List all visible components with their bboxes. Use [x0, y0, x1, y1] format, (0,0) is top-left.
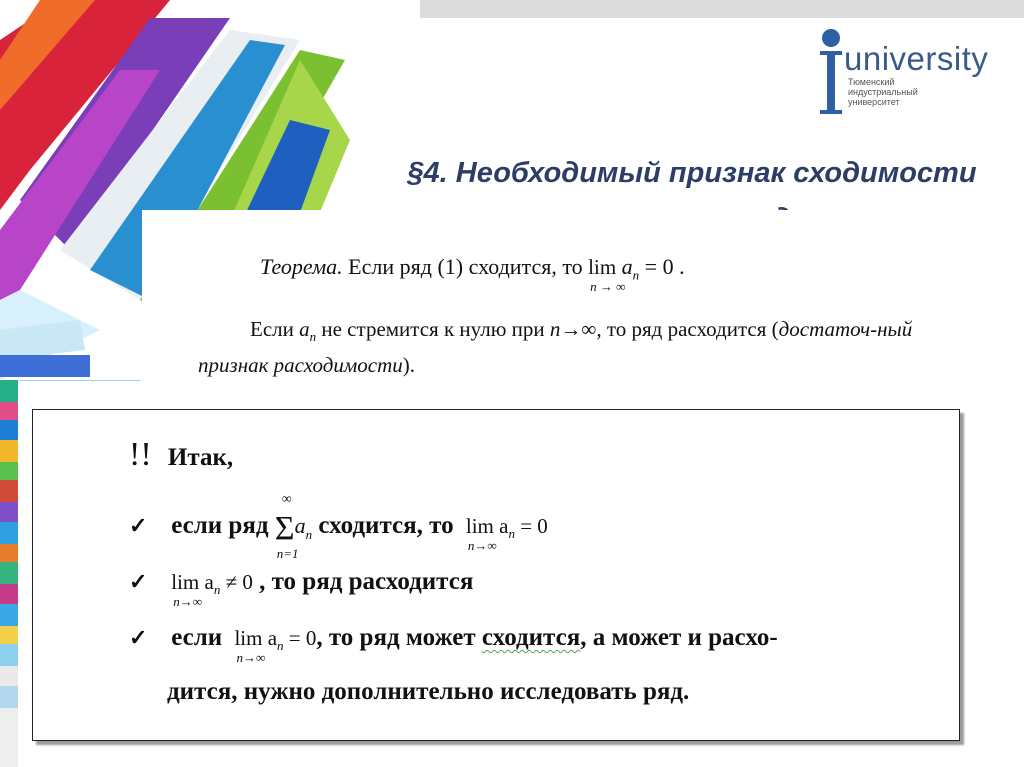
formula-n: n — [632, 267, 640, 283]
limit-n: n — [213, 582, 221, 598]
theorem-text: Если ряд (1) сходится, то — [348, 254, 583, 279]
item3-text: если — [171, 624, 223, 651]
theorem-limit — [588, 255, 626, 294]
exclamation-marks: !! — [129, 436, 152, 473]
intro-word: Итак, — [167, 444, 234, 471]
limit-symbol: lim a — [171, 570, 214, 594]
para-n: n — [549, 317, 561, 341]
limit-eq: = 0 — [283, 626, 317, 650]
formula-tail: = 0 . — [644, 254, 685, 279]
sum-n: n — [305, 527, 313, 542]
limit-subscript: n→∞ — [467, 538, 497, 553]
theorem-label: Теорема. — [260, 254, 343, 279]
sum-upper: ∞ — [281, 492, 292, 507]
formula-a: a — [621, 254, 633, 279]
check-icon: ✓ — [129, 625, 148, 650]
item1-limit — [465, 514, 548, 553]
check-icon: ✓ — [129, 513, 148, 538]
theorem-block — [142, 210, 970, 385]
theorem-line — [260, 254, 685, 294]
item3-text-b: , то ряд может — [316, 624, 482, 651]
title-line-1: §4. Необходимый признак сходимости — [407, 157, 977, 189]
limit-subscript: n → ∞ — [590, 279, 626, 294]
summary-item-3 — [129, 624, 778, 665]
sum-a: a — [294, 513, 306, 538]
limit-symbol: lim — [588, 255, 617, 279]
limit-eq: = 0 — [514, 514, 548, 538]
item2-text: , то ряд расходится — [259, 568, 474, 595]
limit-n: n — [277, 638, 284, 654]
para-a: a — [299, 317, 310, 341]
item1-text: если ряд — [171, 512, 269, 539]
limit-n: n — [508, 526, 515, 542]
logo-subtitle: Тюменский индустриальный университет — [848, 77, 918, 107]
para-text: Если — [250, 317, 300, 341]
summary-item-3-cont — [167, 678, 689, 706]
para-n: n — [309, 329, 317, 345]
summary-item-2 — [129, 568, 474, 609]
sum-symbol: Σ ∞ n=1 — [274, 492, 299, 561]
limit-subscript: n→∞ — [236, 650, 266, 665]
item3-text-c: , а может и расхо- — [580, 624, 778, 651]
summary-intro — [129, 436, 233, 474]
limit-symbol: lim a — [465, 514, 509, 538]
logo-word: university — [844, 40, 989, 77]
limit-eq: ≠ 0 — [220, 570, 253, 594]
summary-box — [32, 409, 960, 741]
para-italic: достаточ-ный признак расходимости — [198, 317, 913, 378]
item1-text-b: сходится, то — [318, 512, 454, 539]
para-text: не стремится к нулю при — [316, 317, 550, 341]
university-logo — [818, 26, 998, 116]
divergence-paragraph — [198, 315, 918, 380]
para-text: ). — [402, 353, 416, 378]
item3-limit — [234, 626, 317, 665]
logo-mark-icon — [818, 26, 844, 114]
item3-squiggly-word: сходится — [481, 624, 581, 651]
item3-text-d: дится, нужно дополнительно исследовать ряд. — [167, 678, 690, 705]
limit-symbol: lim a — [234, 626, 278, 650]
summary-item-1 — [129, 492, 548, 561]
limit-subscript: n→∞ — [173, 594, 203, 609]
para-text: →∞, то ряд расходится ( — [560, 317, 779, 341]
item2-limit — [171, 570, 253, 609]
check-icon: ✓ — [129, 569, 148, 594]
sum-lower: n=1 — [276, 546, 299, 561]
